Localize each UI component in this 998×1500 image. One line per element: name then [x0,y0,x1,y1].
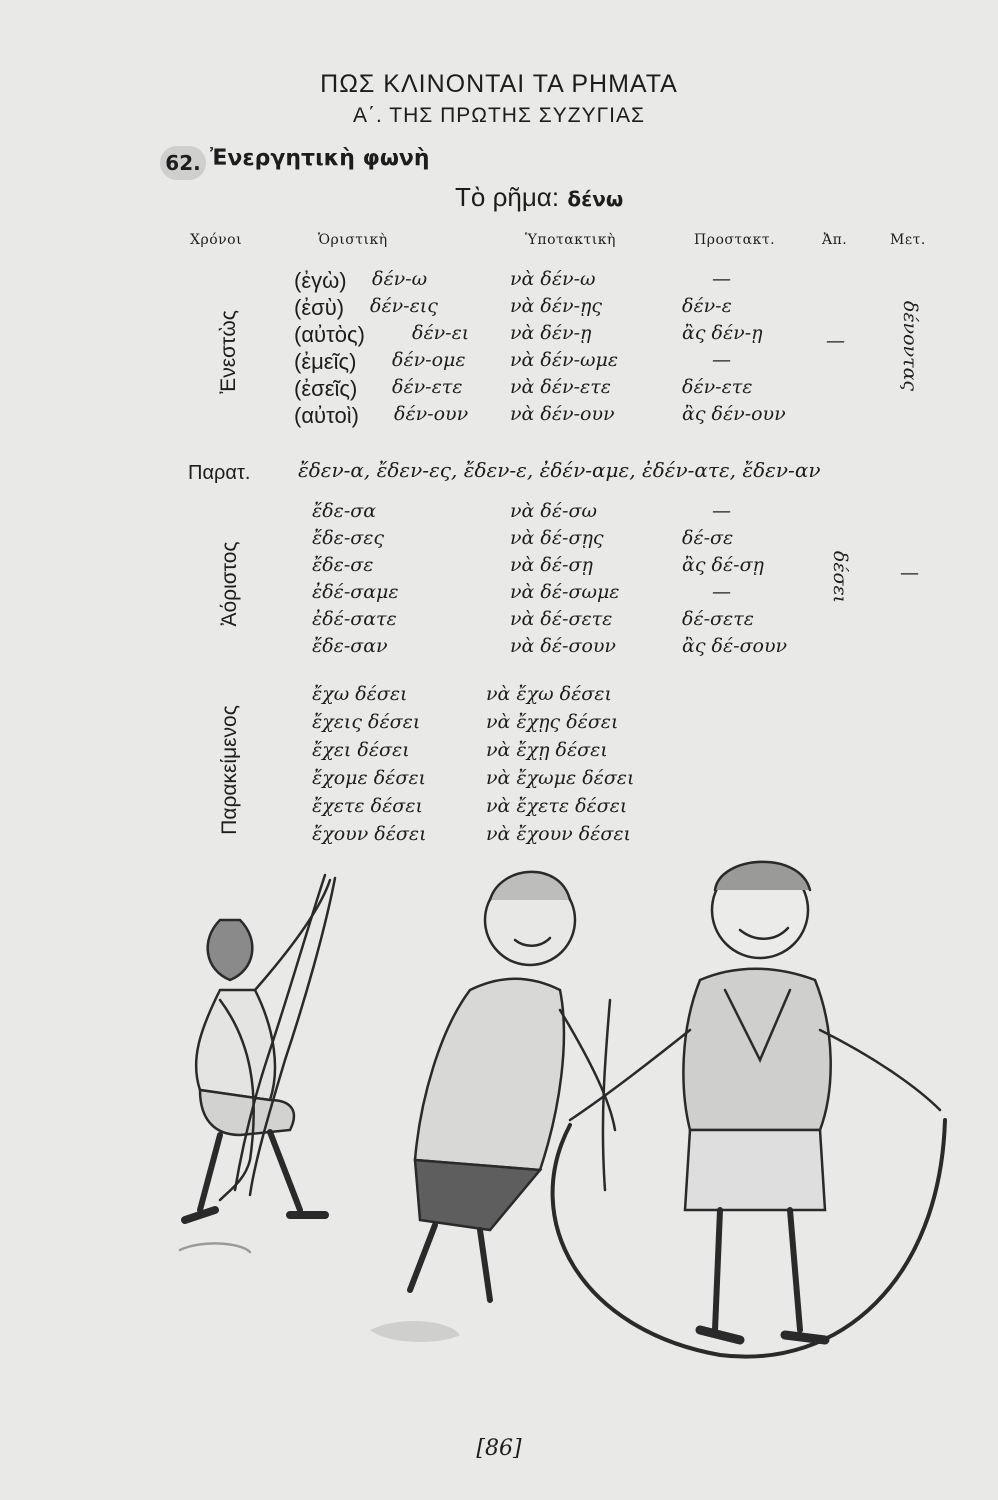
present-indicative: δέν-ετε [392,376,463,398]
aorist-subjunctive: νὰ δέ-σουν [510,635,616,657]
present-subjunctive: νὰ δέν-ω [510,268,596,290]
present-indicative: δέν-ω [372,268,428,290]
perfect-indicative: ἔχει δέσει [312,739,410,761]
perfect-indicative: ἔχουν δέσει [312,823,427,845]
aorist-imperative: ἂς δέ-σῃ [682,554,764,576]
perfect-indicative: ἔχεις δέσει [312,711,421,733]
perfect-subjunctive: νὰ ἔχῃς δέσει [486,711,619,733]
present-pronoun: (ἐσὺ) [294,295,345,320]
aorist-indicative: ἔδε-σα [312,500,377,522]
aorist-imperative: δέ-σετε [682,608,754,630]
present-subjunctive: νὰ δέν-ετε [510,376,611,398]
aorist-imperative: ἂς δέ-σουν [682,635,788,657]
present-pronoun: (ἐμεῖς) [294,349,357,374]
col-header-tenses: Χρόνοι [190,232,243,248]
perfect-indicative: ἔχετε δέσει [312,795,423,817]
present-infinitive: — [826,330,845,352]
aorist-subjunctive: νὰ δέ-σῃ [510,554,593,576]
page-number: [86] [476,1436,522,1461]
col-header-participle: Μετ. [890,232,926,248]
children-jump-rope-illustration [160,860,970,1390]
aorist-imperative: — [712,500,731,522]
aorist-subjunctive: νὰ δέ-σετε [510,608,613,630]
perfect-indicative: ἔχω δέσει [312,683,408,705]
present-participle: δένοντας [899,300,921,392]
aorist-indicative: ἐδέ-σαμε [312,581,399,603]
perfect-subjunctive: νὰ ἔχῃ δέσει [486,739,608,761]
present-indicative: δέν-ουν [394,403,469,425]
col-header-infinitive: Ἀπ. [822,232,848,248]
present-pronoun: (ἐγὼ) [294,268,347,293]
aorist-infinitive: δέσει [829,550,851,604]
present-subjunctive: νὰ δέν-ουν [510,403,615,425]
tense-label-aorist: Ἀόριστος [218,541,241,627]
page-subtitle: Α΄. ΤΗΣ ΠΡΩΤΗΣ ΣΥΖΥΓΙΑΣ [353,104,645,127]
aorist-imperative: — [712,581,731,603]
aorist-subjunctive: νὰ δέ-σω [510,500,597,522]
aorist-subjunctive: νὰ δέ-σῃς [510,527,604,549]
aorist-indicative: ἐδέ-σατε [312,608,397,630]
present-indicative: δέν-ει [412,322,470,344]
aorist-indicative: ἔδε-σε [312,554,374,576]
perfect-subjunctive: νὰ ἔχουν δέσει [486,823,631,845]
perfect-indicative: ἔχομε δέσει [312,767,426,789]
page-title: ΠΩΣ ΚΛΙΝΟΝΤΑΙ ΤΑ ΡΗΜΑΤΑ [320,70,678,98]
col-header-subjunctive: Ὑποτακτικὴ [525,232,616,248]
perfect-subjunctive: νὰ ἔχω δέσει [486,683,612,705]
present-subjunctive: νὰ δέν-ωμε [510,349,619,371]
boy-bending-figure [185,875,335,1220]
section-number: 62. [160,146,206,180]
present-pronoun: (ἐσεῖς) [294,376,358,401]
perfect-subjunctive: νὰ ἔχετε δέσει [486,795,628,817]
present-pronoun: (αὐτοὶ) [294,403,359,428]
verb-label: Τὸ ρῆμα: [455,182,560,212]
present-imperative: δέν-ε [682,295,732,317]
aorist-indicative: ἔδε-σαν [312,635,388,657]
perfect-subjunctive: νὰ ἔχωμε δέσει [486,767,635,789]
col-header-indicative: Ὁριστικὴ [318,232,388,248]
tense-label-perfect: Παρακείμενος [218,705,241,835]
present-indicative: δέν-ομε [392,349,466,371]
aorist-imperative: δέ-σε [682,527,734,549]
present-imperative: ἂς δέν-ῃ [682,322,763,344]
imperfect-forms: ἔδεν-α, ἔδεν-ες, ἔδεν-ε, ἐδέν-αμε, ἐδέν-ατε, ἔδεν-αν [298,458,821,482]
present-indicative: δέν-εις [370,295,438,317]
present-imperative: δέν-ετε [682,376,753,398]
tense-label-present: Ἐνεστὼς [217,310,240,394]
boy-middle-figure [410,872,615,1300]
boy-right-figure [570,862,940,1340]
verb-line [455,182,623,213]
aorist-participle: — [900,562,919,584]
section-title: Ἐνεργητικὴ φωνὴ [210,146,430,171]
present-subjunctive: νὰ δέν-ῃς [510,295,603,317]
aorist-indicative: ἔδε-σες [312,527,385,549]
present-imperative: ἂς δέν-ουν [682,403,786,425]
present-subjunctive: νὰ δέν-ῃ [510,322,592,344]
verb-value: δένω [567,187,624,211]
present-imperative: — [712,349,731,371]
col-header-imperative: Προστακτ. [694,232,776,248]
tense-label-imperfect: Παρατ. [188,462,251,484]
present-imperative: — [712,268,731,290]
present-pronoun: (αὐτὸς) [294,322,365,347]
aorist-subjunctive: νὰ δέ-σωμε [510,581,620,603]
